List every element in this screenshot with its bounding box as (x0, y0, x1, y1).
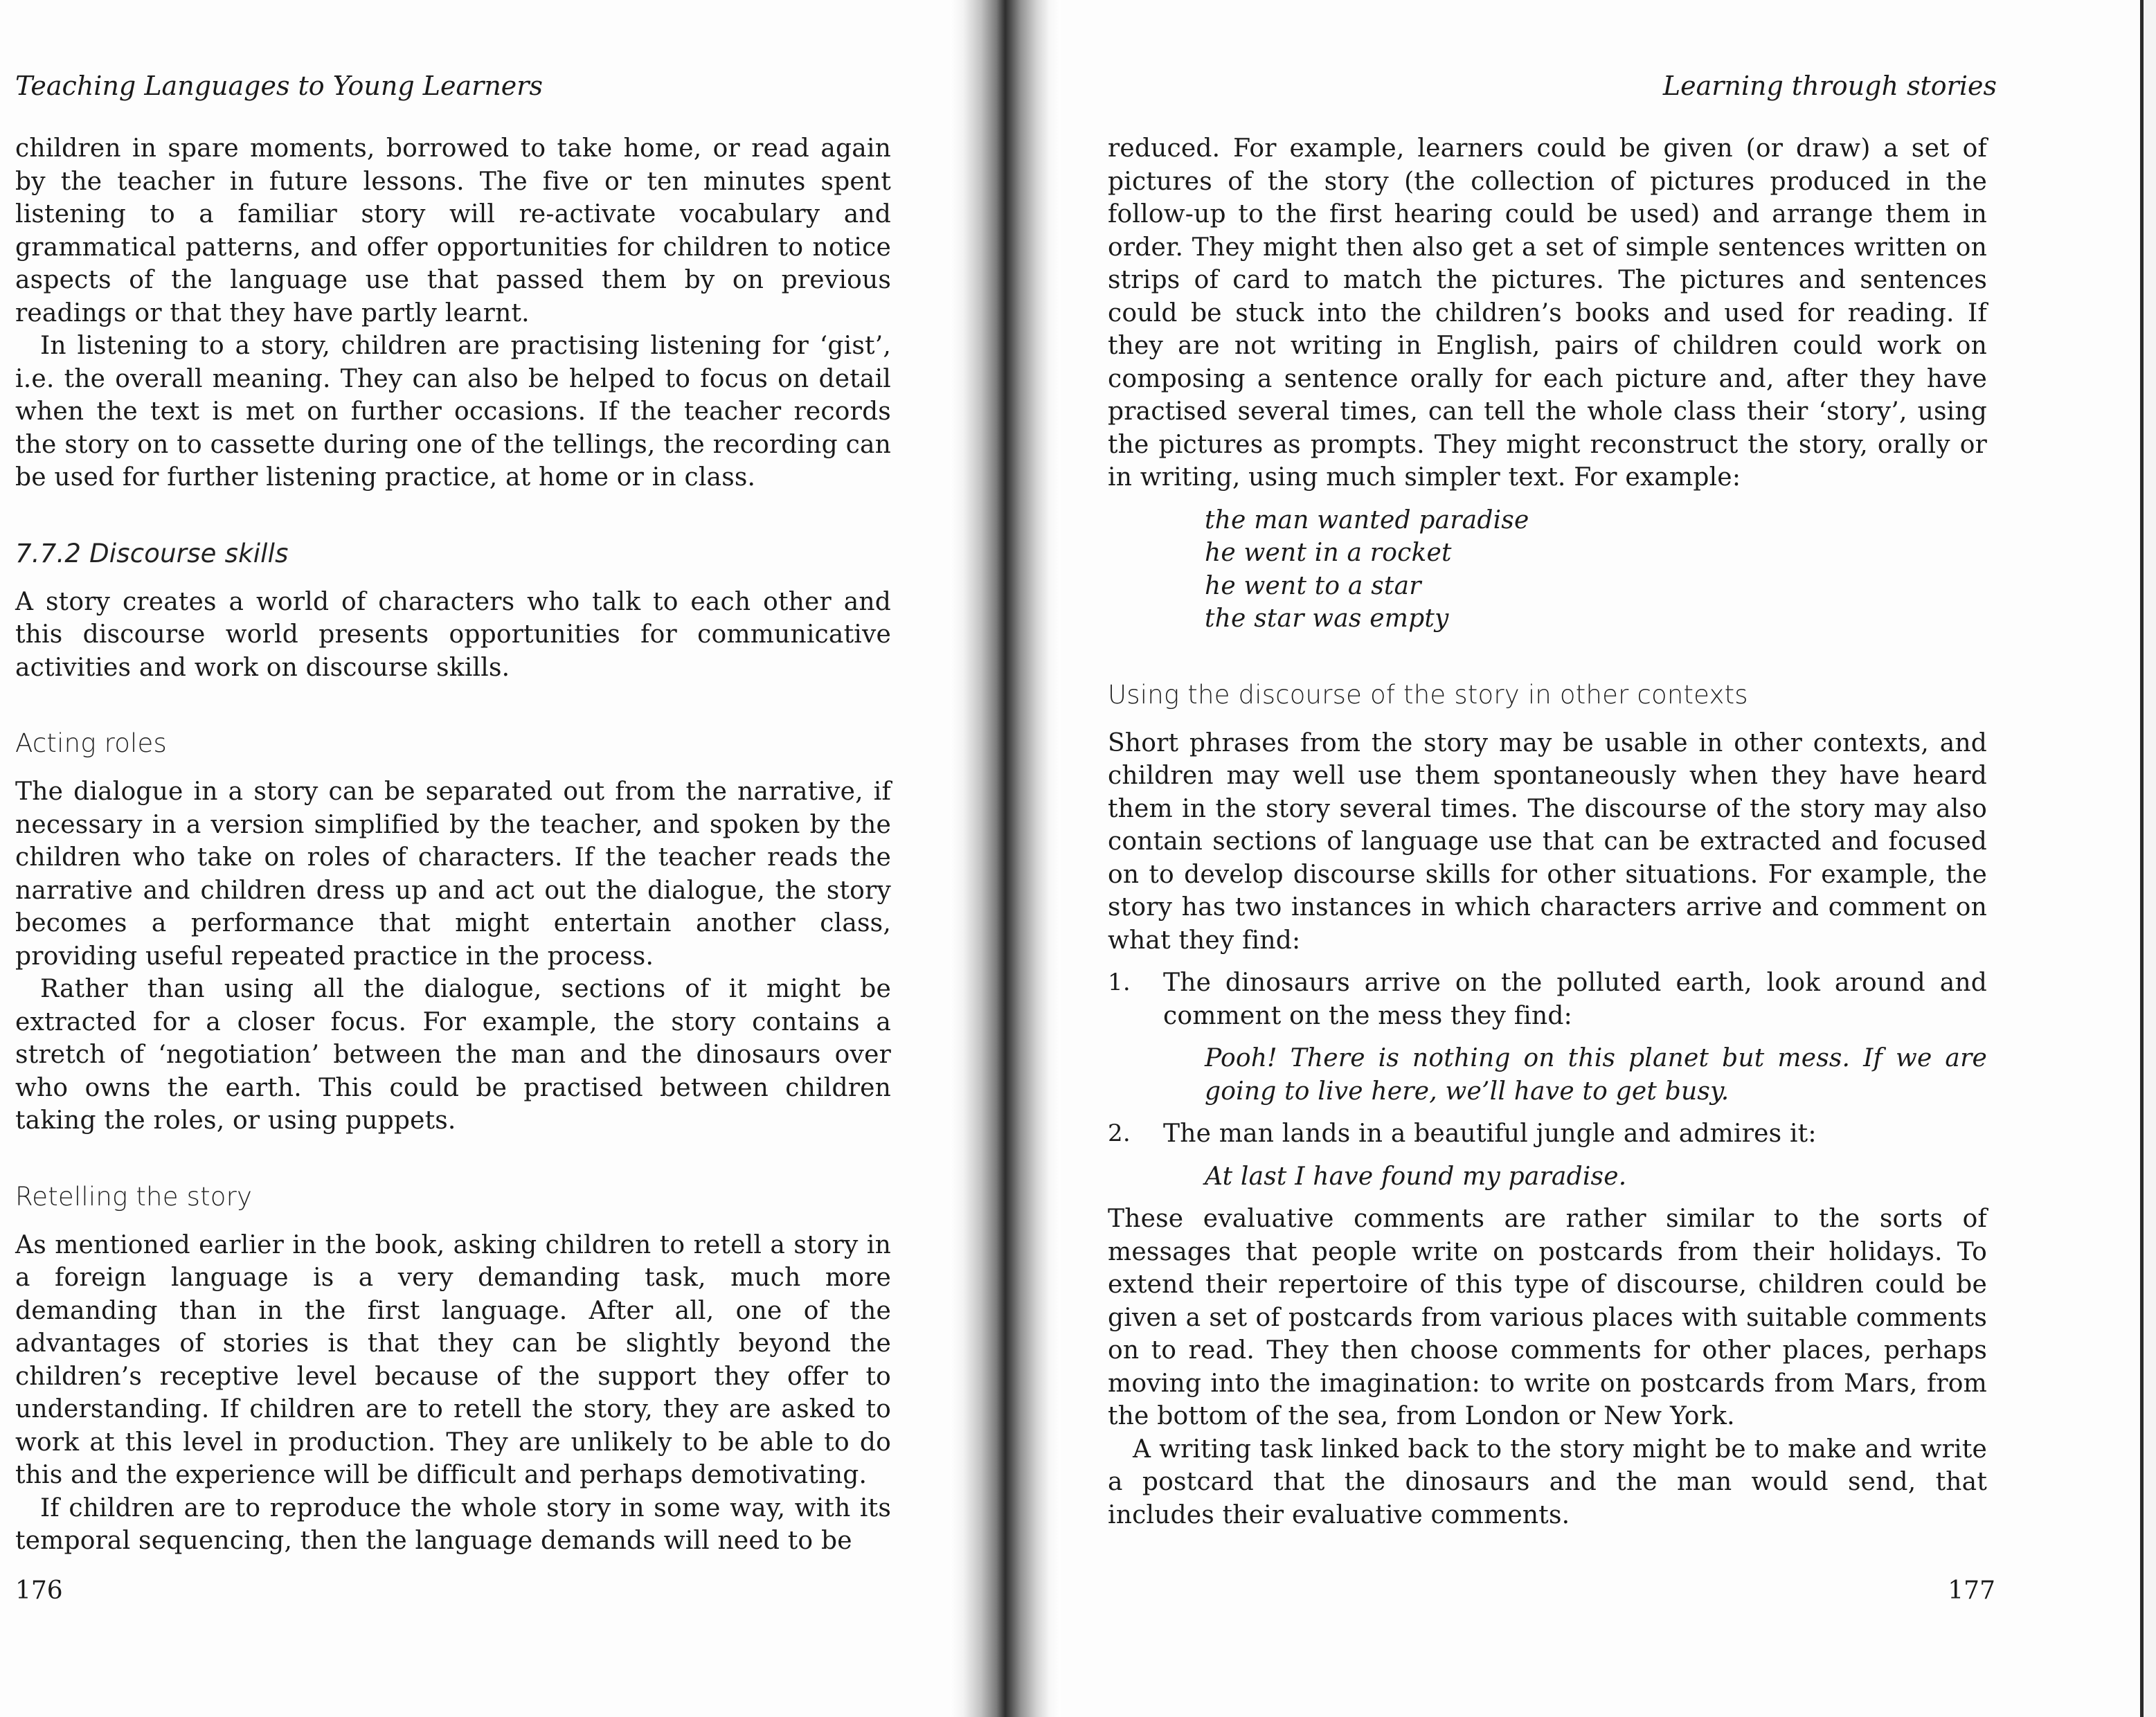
example-lines (1108, 504, 1987, 636)
example-line: the star was empty (1205, 604, 1449, 633)
page-number-right: 177 (1948, 1576, 1995, 1605)
subheading-retelling: Retelling the story (15, 1181, 253, 1212)
paragraph: The dialogue in a story can be separated out from the narrative, if necessary in a version simplified by the teacher, and spoken by the children who take on roles of characters. If the teacher reads the narrative and children dress up and act out the dialogue, the story becomes a performance that might entertain another class, providing useful repeated practice in the process. (15, 777, 891, 971)
right-page (997, 0, 2156, 1717)
item-number: 1. (1108, 969, 1131, 996)
page-edge-shade (2144, 0, 2156, 1717)
example-line: he went in a rocket (1205, 539, 1452, 567)
book-gutter-shadow (950, 0, 1061, 1717)
item-number: 2. (1108, 1120, 1131, 1147)
subheading-discourse-contexts: Using the discourse of the story in other contexts (1108, 679, 1748, 710)
paragraph: children in spare moments, borrowed to take home, or read again by the teacher in future lessons. The five or ten minutes spent listening to a familiar story will re-activate vocabulary and grammatical patterns, and offer opportunities for children to notice aspects of the language use that passed them by on previous readings or that they have partly learnt. (15, 134, 891, 327)
numbered-item (1108, 1117, 1987, 1151)
running-head-left: Teaching Languages to Young Learners (15, 71, 543, 101)
quote: At last I have found my paradise. (1205, 1162, 1627, 1191)
paragraph: These evaluative comments are rather similar to the sorts of messages that people write on postcards from their holidays. To extend their repertoire of this type of discourse, children could be given a set of postcards from various places with suitable comments on to read. They then choose comments for other places, perhaps moving into the imagination: to write on postcards from Mars, from the bottom of the sea, from London or New York. (1108, 1205, 1987, 1430)
paragraph: In listening to a story, children are practising listening for ‘gist’, i.e. the overall meaning. They can also be helped to focus on detail when the text is met on further occasions. If the teacher records the story on to cassette during one of the tellings, the recording can be used for further listening practice, at home or in class. (15, 332, 891, 492)
paragraph: reduced. For example, learners could be given (or draw) a set of pictures of the story (the collection of pictures produced in the follow-up to the first hearing could be used) and arrange them in order. They might then also get a set of simple sentences written on strips of card to match the pictures. The pictures and sentences could be stuck into the children’s books and used for reading. If they are not writing in English, pairs of children could work on composing a sentence orally for each picture and, after they have practised several times, can tell the whole class their ‘story’, using the pictures as prompts. They might reconstruct the story, orally or in writing, using much simpler text. For example: (1108, 134, 1987, 492)
paragraph: If children are to reproduce the whole story in some way, with its temporal sequencing, then the language demands will need to be (15, 1493, 891, 1555)
paragraph: A writing task linked back to the story might be to make and write a postcard that the dinosaurs and the man would send, that includes their evaluative comments. (1108, 1435, 1987, 1529)
item-text: The dinosaurs arrive on the polluted earth, look around and comment on the mess they find: (1163, 969, 1987, 1030)
page-number-left: 176 (15, 1576, 63, 1605)
paragraph: As mentioned earlier in the book, asking children to retell a story in a foreign language is a very demanding task, much more demanding than in the first language. After all, one of the advantages of stories is that they can be slightly beyond the children’s receptive level because of the support they offer to understanding. If children are to retell the story, they are asked to work at this level in production. They are unlikely to be able to do this and the experience will be difficult and perhaps demotivating. (15, 1230, 891, 1489)
item-text: The man lands in a beautiful jungle and admires it: (1163, 1120, 1817, 1148)
example-line: the man wanted paradise (1205, 505, 1529, 534)
section-heading: 7.7.2 Discourse skills (15, 538, 289, 568)
running-head-right: Learning through stories (1662, 71, 1997, 101)
paragraph: Short phrases from the story may be usable in other contexts, and children may well use them spontaneously when they have heard them in the story several times. The discourse of the story may also contain sections of language use that can be extracted and focused on to develop discourse skills for other situations. For example, the story has two instances in which characters arrive and comment on what they find: (1108, 728, 1987, 955)
paragraph: A story creates a world of characters who talk to each other and this discourse world presents opportunities for communicative activities and work on discourse skills. (15, 587, 891, 682)
page-edge-line (2140, 0, 2144, 1717)
example-line: he went to a star (1205, 571, 1421, 600)
numbered-item (1108, 967, 1987, 1032)
left-text-column (15, 132, 891, 1558)
left-page (0, 0, 997, 1717)
subheading-acting-roles: Acting roles (15, 728, 167, 758)
right-text-column (1108, 132, 1987, 1531)
quote: Pooh! There is nothing on this planet but mess. If we are going to live here, we’ll have to get busy. (1205, 1044, 1987, 1106)
paragraph: Rather than using all the dialogue, sections of it might be extracted for a closer focus. For example, the story contains a stretch of ‘negotiation’ between the man and the dinosaurs over who owns the earth. This could be practised between children taking the roles, or using puppets. (15, 975, 891, 1135)
